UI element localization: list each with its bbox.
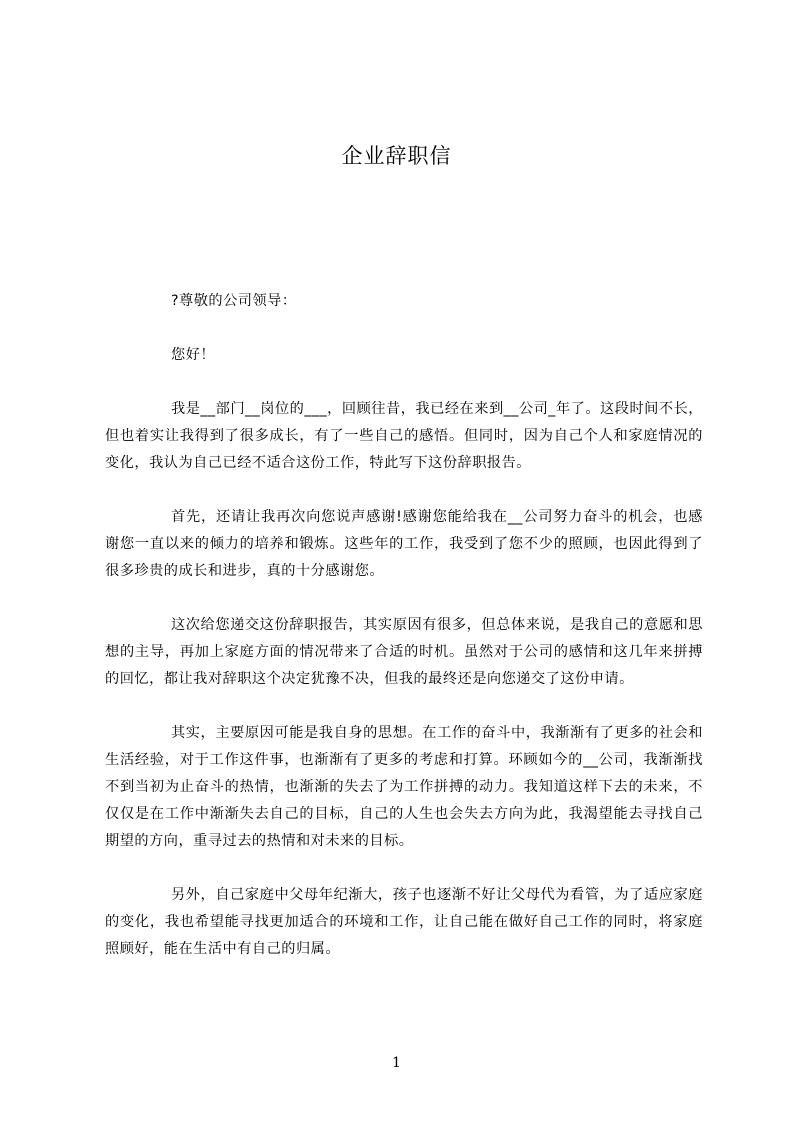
salutation: ?尊敬的公司领导：: [171, 293, 297, 309]
greeting: 您好！: [171, 347, 216, 363]
body-paragraph-2: 首先，还请让我再次向您说声感谢!感谢您能给我在__公司努力奋斗的机会，也感谢您一直以来的倾力的培养和锻炼。这些年的工作，我受到了您不少的照顾，也因此得到了很多珍贵的成长和进步，真的十分感谢您。: [105, 509, 703, 579]
letter-body: [105, 288, 703, 990]
body-paragraph-3: 这次给您递交这份辞职报告，其实原因有很多，但总体来说，是我自己的意愿和思想的主导，再加上家庭方面的情况带来了合适的时机。虽然对于公司的感情和这几年来拼搏的回忆，都让我对辞职这个决定犹豫不决，但我的最终还是向您递交了这份申请。: [105, 617, 703, 687]
document-title: 企业辞职信: [341, 144, 452, 168]
page-number: 1: [392, 1055, 401, 1071]
body-paragraph-1: 我是__部门__岗位的___，回顾往昔，我已经在来到__公司_年了。这段时间不长，但也着实让我得到了很多成长，有了一些自己的感悟。但同时，因为自己个人和家庭情况的变化，我认为自己已经不适合这份工作，特此写下这份辞职报告。: [105, 401, 703, 471]
body-paragraph-4: 其实，主要原因可能是我自身的思想。在工作的奋斗中，我渐渐有了更多的社会和生活经验，对于工作这件事，也渐渐有了更多的考虑和打算。环顾如今的__公司，我渐渐找不到当初为止奋斗的热情，也渐渐的失去了为工作拼搏的动力。我知道这样下去的未来，不仅仅是在工作中渐渐失去自己的目标，自己的人生也会失去方向为此，我渴望能去寻找自己期望的方向，重寻过去的热情和对未来的目标。: [105, 725, 703, 849]
body-paragraph-5: 另外，自己家庭中父母年纪渐大，孩子也逐渐不好让父母代为看管，为了适应家庭的变化，我也希望能寻找更加适合的环境和工作，让自己能在做好自己工作的同时，将家庭照顾好，能在生活中有自己的归属。: [105, 887, 703, 957]
